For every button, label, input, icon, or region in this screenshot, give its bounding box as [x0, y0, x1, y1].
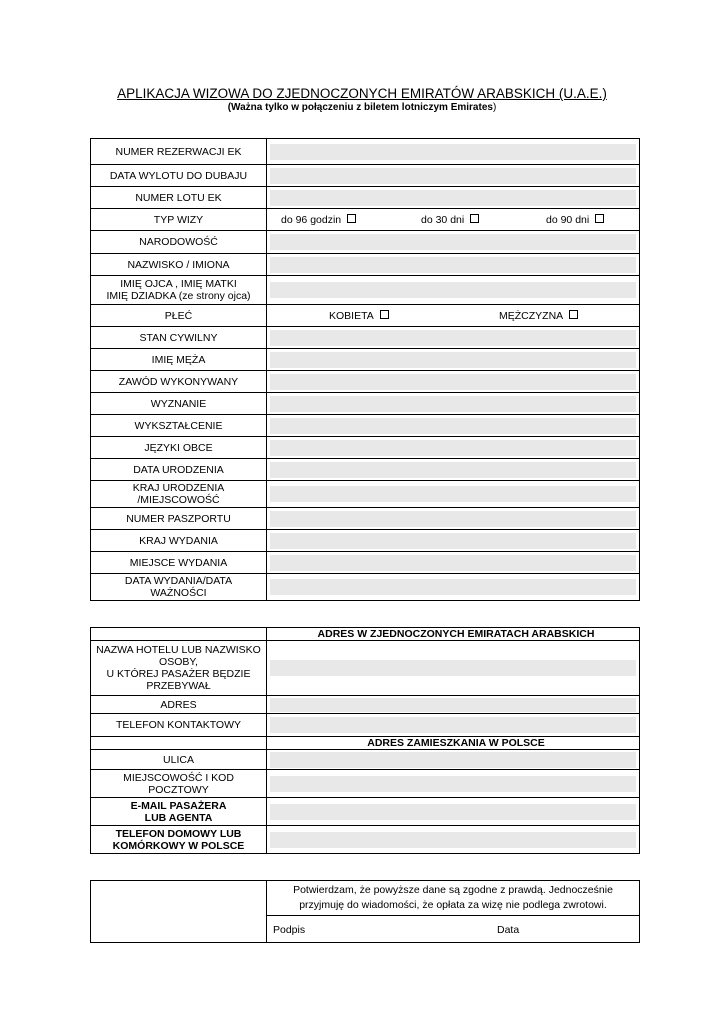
- label-hotel-line4: PRZEBYWAŁ: [146, 680, 211, 692]
- marital-status-field[interactable]: [270, 330, 636, 346]
- label-email-line1: E-MAIL PASAŻERA: [130, 799, 227, 812]
- passport-number-field[interactable]: [270, 511, 636, 527]
- label-home-phone-line2: KOMÓRKOWY W POLSCE: [112, 839, 245, 852]
- parents-names-field[interactable]: [270, 282, 636, 298]
- gender-option-male[interactable]: [499, 310, 578, 322]
- subtitle-text: Ważna tylko w połączeniu z biletem lotniczym Emirates: [231, 102, 493, 113]
- form-subtitle: [0, 102, 724, 113]
- home-phone-field[interactable]: [270, 832, 636, 848]
- label-passport-number: NUMER PASZPORTU: [91, 508, 267, 530]
- label-home-phone-line1: TELEFON DOMOWY LUB: [115, 827, 242, 840]
- checkbox-icon[interactable]: [569, 310, 578, 319]
- confirmation-table: [90, 880, 640, 943]
- label-issue-expiry-line2: WAŻNOŚCI: [150, 587, 207, 599]
- label-marital-status: STAN CYWILNY: [91, 327, 267, 349]
- visa-option-30d[interactable]: [421, 214, 479, 226]
- visa-option-30d-label: do 30 dni: [421, 213, 465, 226]
- label-religion: WYZNANIE: [91, 393, 267, 415]
- label-uae-address: ADRES: [91, 696, 267, 714]
- confirmation-line2: przyjmuję do wiadomości, że opłata za wizę nie podlega zwrotowi.: [299, 899, 607, 911]
- label-gender: PŁEĆ: [91, 305, 267, 327]
- label-email: [91, 798, 267, 826]
- label-parents-line1: IMIĘ OJCA , IMIĘ MATKI: [120, 278, 237, 290]
- gender-option-female[interactable]: [329, 310, 389, 322]
- visa-option-96h-label: do 96 godzin: [281, 213, 342, 226]
- flight-number-field[interactable]: [270, 190, 636, 206]
- personal-data-table: [90, 138, 640, 601]
- label-parents-line2: IMIĘ DZIADKA (ze strony ojca): [106, 290, 251, 302]
- date-label[interactable]: Data: [497, 924, 520, 936]
- label-issue-place: MIEJSCE WYDANIA: [91, 552, 267, 574]
- visa-option-90d-label: do 90 dni: [546, 213, 590, 226]
- label-flight-number: NUMER LOTU EK: [91, 187, 267, 209]
- visa-option-90d[interactable]: [546, 214, 604, 226]
- checkbox-icon[interactable]: [347, 214, 356, 223]
- departure-date-field[interactable]: [270, 168, 636, 184]
- label-city-line2: POCZTOWY: [148, 783, 209, 796]
- subtitle-open: (: [227, 102, 232, 113]
- gender-female-label: KOBIETA: [329, 309, 374, 322]
- label-home-phone: [91, 826, 267, 854]
- label-hotel-name: [91, 641, 267, 696]
- gender-male-label: MĘŻCZYZNA: [499, 309, 564, 322]
- address-table: [90, 627, 640, 854]
- label-city-postcode: [91, 770, 267, 798]
- checkbox-icon[interactable]: [380, 310, 389, 319]
- checkbox-icon[interactable]: [470, 214, 479, 223]
- label-birth-place: [91, 481, 267, 508]
- label-reservation-number: NUMER REZERWACJI EK: [91, 139, 267, 165]
- label-nationality: NARODOWOŚĆ: [91, 231, 267, 254]
- occupation-field[interactable]: [270, 374, 636, 390]
- label-hotel-line1: NAZWA HOTELU LUB NAZWISKO: [96, 644, 261, 656]
- signature-row: [269, 916, 637, 942]
- label-birth-date: DATA URODZENIA: [91, 459, 267, 481]
- poland-address-header: ADRES ZAMIESZKANIA W POLSCE: [267, 737, 640, 750]
- street-field[interactable]: [270, 752, 636, 768]
- label-visa-type: TYP WIZY: [91, 209, 267, 231]
- religion-field[interactable]: [270, 396, 636, 412]
- issue-country-field[interactable]: [270, 533, 636, 549]
- reservation-number-field[interactable]: [270, 144, 636, 160]
- education-field[interactable]: [270, 418, 636, 434]
- label-full-name: NAZWISKO / IMIONA: [91, 254, 267, 276]
- label-contact-phone: TELEFON KONTAKTOWY: [91, 714, 267, 737]
- confirmation-line1: Potwierdzam, że powyższe dane są zgodne z prawdą. Jednocześnie: [293, 884, 613, 896]
- label-issue-expiry-date: [91, 574, 267, 601]
- label-parents-names: [91, 276, 267, 305]
- label-issue-country: KRAJ WYDANIA: [91, 530, 267, 552]
- confirmation-blank: [91, 881, 267, 943]
- city-postcode-field[interactable]: [270, 776, 636, 792]
- email-field[interactable]: [270, 804, 636, 820]
- checkbox-icon[interactable]: [595, 214, 604, 223]
- birth-date-field[interactable]: [270, 462, 636, 478]
- uae-address-header: ADRES W ZJEDNOCZONYCH EMIRATACH ARABSKICH: [267, 628, 640, 641]
- label-birth-place-line2: /MIEJSCOWOŚĆ: [137, 494, 220, 506]
- label-education: WYKSZTAŁCENIE: [91, 415, 267, 437]
- husband-name-field[interactable]: [270, 352, 636, 368]
- issue-place-field[interactable]: [270, 555, 636, 571]
- label-hotel-line3: U KTÓREJ PASAŻER BĘDZIE: [106, 668, 251, 680]
- label-occupation: ZAWÓD WYKONYWANY: [91, 371, 267, 393]
- label-email-line2: LUB AGENTA: [144, 811, 213, 824]
- gender-options: [269, 306, 637, 326]
- subtitle-close: ): [492, 102, 497, 113]
- birth-place-field[interactable]: [270, 486, 636, 502]
- uae-address-field[interactable]: [270, 698, 636, 712]
- languages-field[interactable]: [270, 440, 636, 456]
- label-city-line1: MIEJSCOWOŚĆ I KOD: [123, 771, 234, 784]
- hotel-name-field[interactable]: [270, 660, 636, 676]
- visa-type-options: [269, 210, 637, 230]
- label-hotel-line2: OSOBY,: [159, 656, 198, 668]
- label-husband-name: IMIĘ MĘŻA: [91, 349, 267, 371]
- label-street: ULICA: [91, 750, 267, 770]
- label-languages: JĘZYKI OBCE: [91, 437, 267, 459]
- issue-expiry-date-field[interactable]: [270, 579, 636, 595]
- poland-header-blank: [91, 737, 267, 750]
- contact-phone-field[interactable]: [270, 717, 636, 733]
- label-issue-expiry-line1: DATA WYDANIA/DATA: [124, 575, 233, 587]
- visa-option-96h[interactable]: [281, 214, 356, 226]
- uae-header-blank: [91, 628, 267, 641]
- confirmation-statement: [267, 881, 640, 916]
- form-title: APLIKACJA WIZOWA DO ZJEDNOCZONYCH EMIRATÓW ARABSKICH (U.A.E.): [117, 86, 607, 101]
- signature-label[interactable]: Podpis: [273, 924, 306, 936]
- label-birth-place-line1: KRAJ URODZENIA: [132, 482, 225, 494]
- nationality-field[interactable]: [270, 234, 636, 250]
- label-departure-date: DATA WYLOTU DO DUBAJU: [91, 165, 267, 187]
- full-name-field[interactable]: [270, 257, 636, 273]
